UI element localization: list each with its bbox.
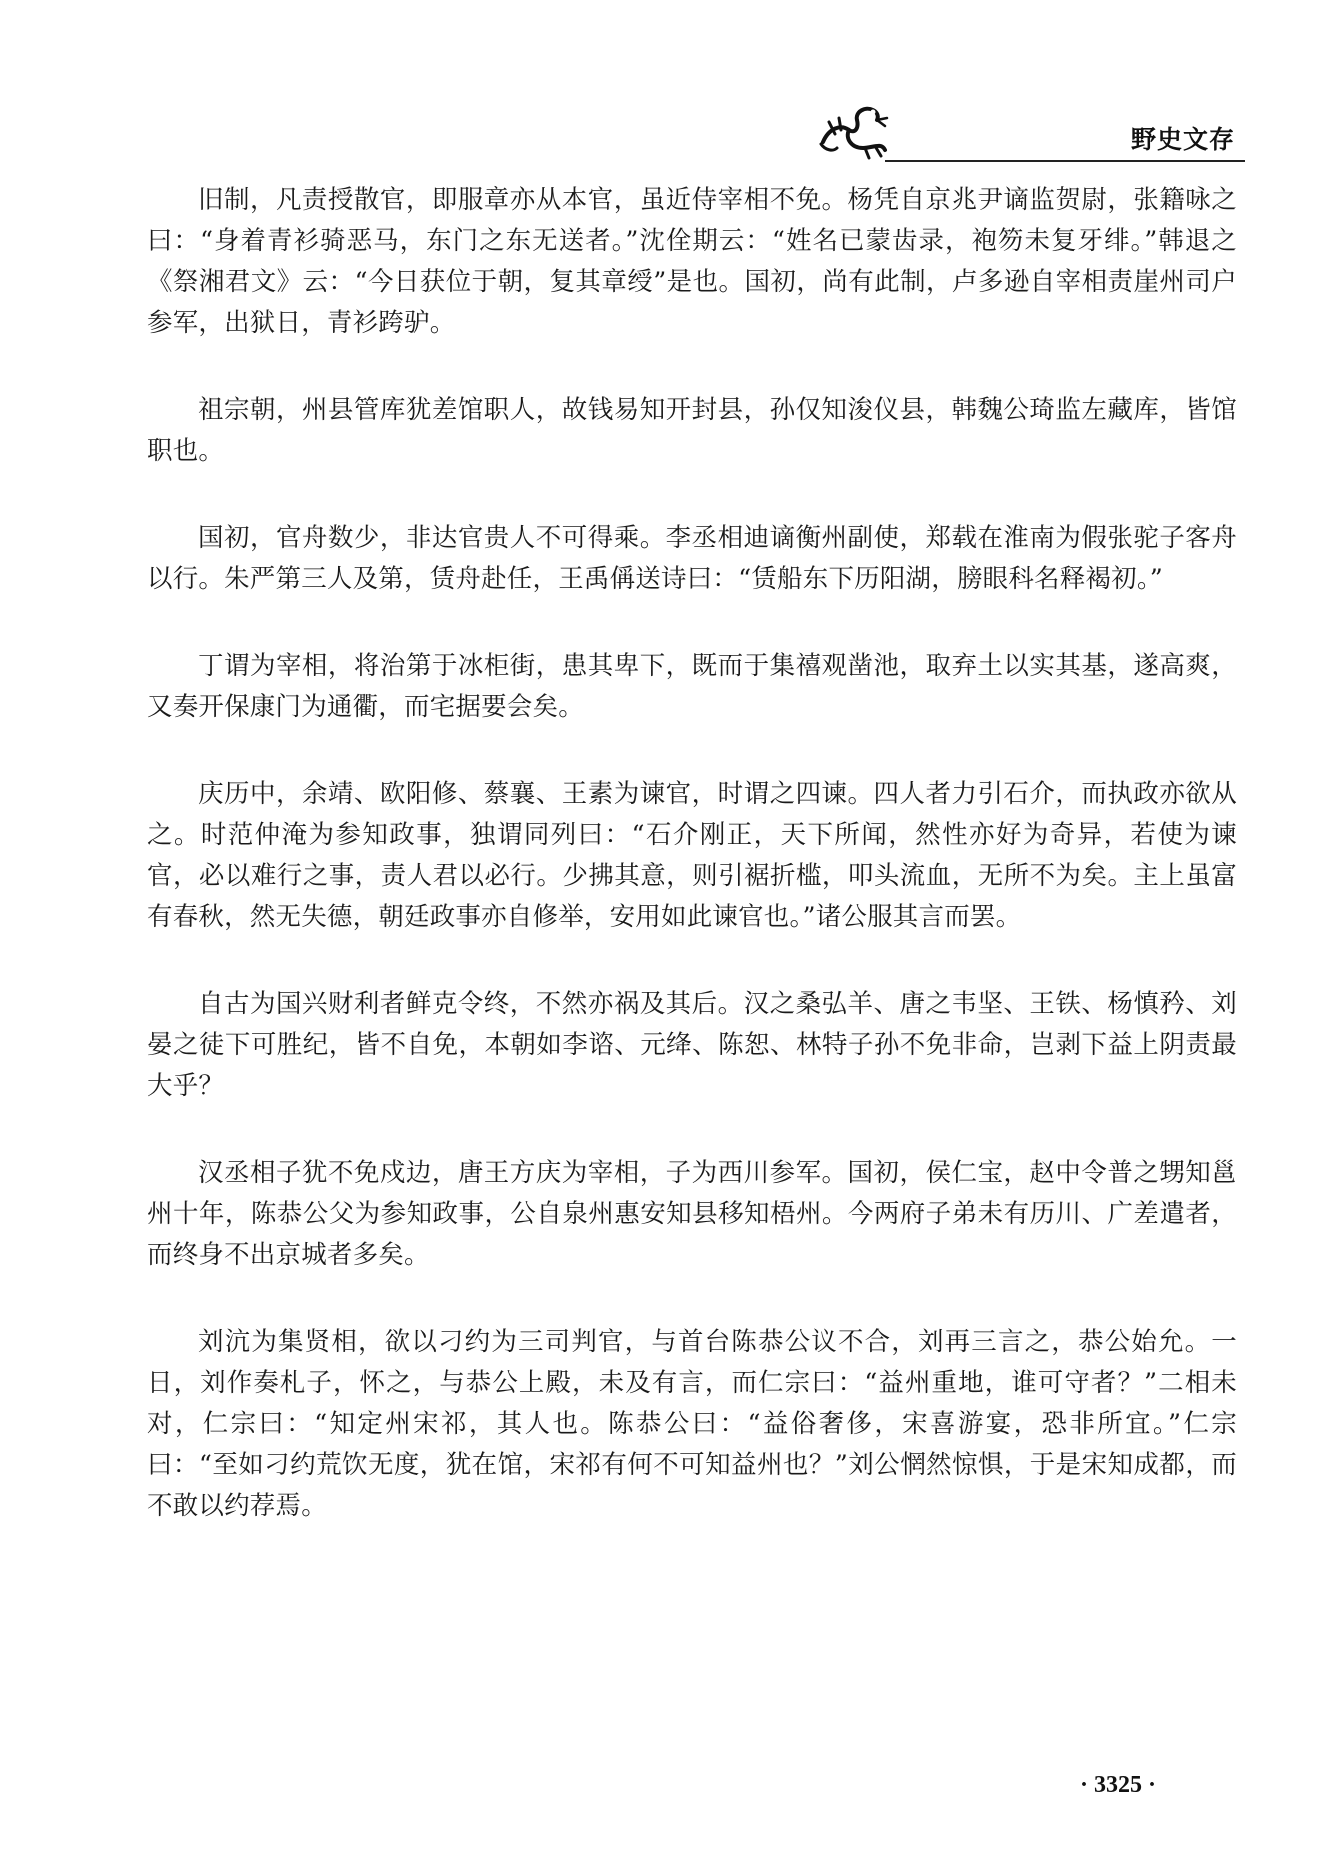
paragraph: 国初，官舟数少，非达官贵人不可得乘。李丞相迪谪衡州副使，郑载在淮南为假张驼子客舟以行。朱严第三人及第，赁舟赴任，王禹偁送诗曰：“赁船东下历阳湖，膀眼科名释褐初。”: [147, 523, 1237, 594]
paragraph: 丁谓为宰相，将治第于冰柜街，患其卑下，既而于集禧观凿池，取弃土以实其基，遂高爽，又奏开保康门为通衢，而宅据要会矣。: [147, 651, 1237, 722]
page-header: [815, 98, 1245, 168]
paragraph: 自古为国兴财利者鲜克令终，不然亦祸及其后。汉之桑弘羊、唐之韦坚、王铁、杨慎矜、刘晏之徒下可胜纪，皆不自免，本朝如李谘、元绛、陈恕、林特子孙不免非命，岂剥下益上阴责最大乎？: [147, 989, 1237, 1101]
header-rule: [885, 160, 1245, 162]
paragraph: 旧制，凡责授散官，即服章亦从本官，虽近侍宰相不免。杨凭自京兆尹谪监贺尉，张籍咏之曰：“身着青衫骑恶马，东门之东无送者。”沈佺期云：“姓名已蒙齿录，袍笏未复牙绯。”韩退之《祭湘君文》云：“今日获位于朝，复其章绶”是也。国初，尚有此制，卢多逊自宰相责崖州司户参军，出狱日，青衫跨驴。: [147, 185, 1237, 338]
paragraph: 汉丞相子犹不免戍边，唐王方庆为宰相，子为西川参军。国初，侯仁宝，赵中令普之甥知邕州十年，陈恭公父为参知政事，公自泉州惠安知县移知梧州。今两府子弟未有历川、广差遣者，而终身不出京城者多矣。: [147, 1158, 1237, 1270]
dragon-icon: [815, 98, 895, 162]
body-text: [147, 180, 1237, 1573]
page-number: · 3325 ·: [1080, 1772, 1157, 1798]
running-title: 野史文存: [1130, 125, 1235, 154]
paragraph: 庆历中，余靖、欧阳修、蔡襄、王素为谏官，时谓之四谏。四人者力引石介，而执政亦欲从之。时范仲淹为参知政事，独谓同列曰：“石介刚正，天下所闻，然性亦好为奇异，若使为谏官，必以难行之事，责人君以必行。少拂其意，则引裾折槛，叩头流血，无所不为矣。主上虽富有春秋，然无失德，朝廷政事亦自修举，安用如此谏官也。”诸公服其言而罢。: [147, 779, 1237, 932]
paragraph: 祖宗朝，州县管库犹差馆职人，故钱易知开封县，孙仅知浚仪县，韩魏公琦监左藏库，皆馆职也。: [147, 395, 1237, 466]
paragraph: 刘沆为集贤相，欲以刁约为三司判官，与首台陈恭公议不合，刘再三言之，恭公始允。一日，刘作奏札子，怀之，与恭公上殿，未及有言，而仁宗曰：“益州重地，谁可守者？”二相未对，仁宗曰：“知定州宋祁，其人也。陈恭公曰：“益俗奢侈，宋喜游宴，恐非所宜。”仁宗曰：“至如刁约荒饮无度，犹在馆，宋祁有何不可知益州也？”刘公惘然惊惧，于是宋知成都，而不敢以约荐焉。: [147, 1327, 1237, 1521]
